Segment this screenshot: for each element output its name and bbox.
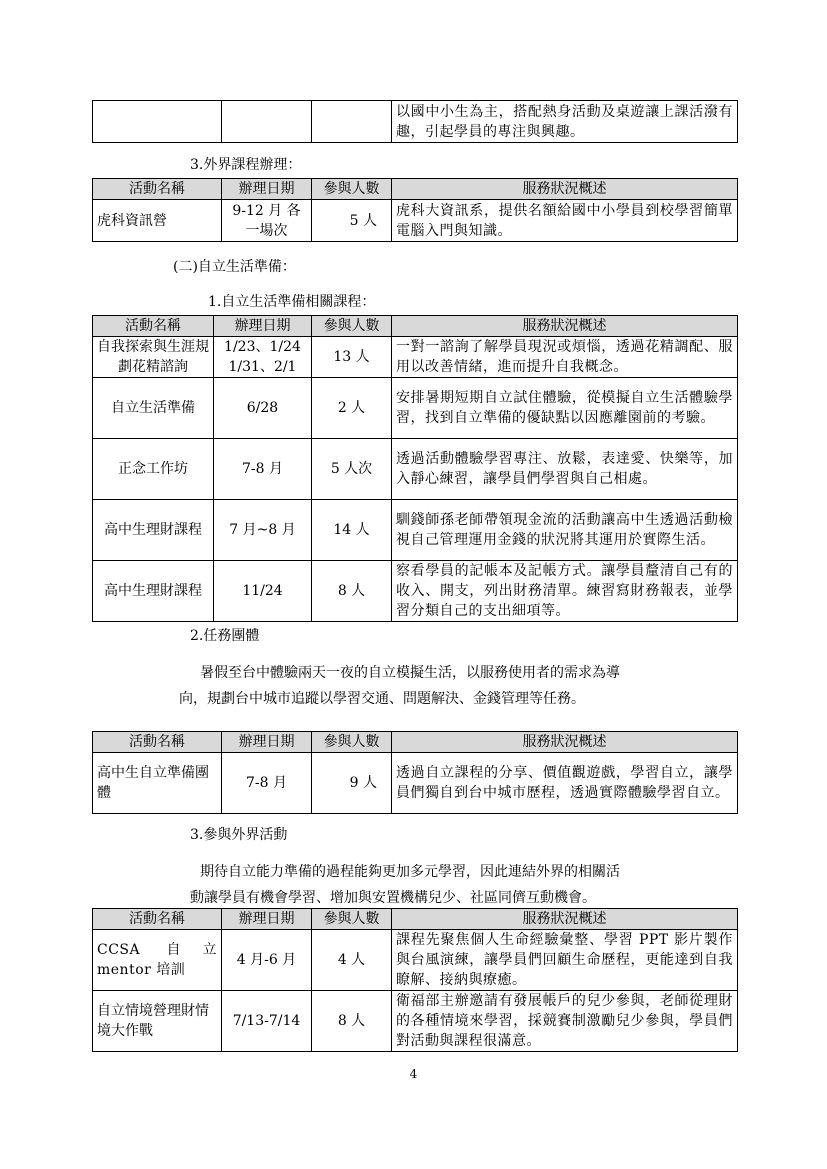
cell-date [222,101,312,143]
paragraph-sub-3-line-2: 動讓學員有機會學習、增加與安置機構兒少、社區同儕互動機會。 [190,890,596,906]
cell-date: 11/24 [214,561,312,622]
cell-name: 自我探索與生涯規劃花精諮詢 [93,337,214,378]
cell-desc: 以國中小生為主，搭配熱身活動及桌遊讓上課活潑有趣，引起學員的專注與興趣。 [392,101,738,143]
cell-desc: 馴錢師孫老師帶領現金流的活動讓高中生透過活動檢視自己管理運用金錢的狀況將其運用於實際生活。 [392,500,738,561]
header-count: 參與人數 [312,316,392,337]
header-name: 活動名稱 [93,179,222,200]
table-continued [92,100,738,143]
heading-sub-3: 3.參與外界活動 [190,827,288,843]
header-name: 活動名稱 [93,316,214,337]
heading-section-2: (二)自立生活準備： [173,259,296,275]
cell-desc: 虎科大資訊系，提供名額給國中小學員到校學習簡單電腦入門與知識。 [392,200,738,242]
table-row [93,930,738,991]
table-row [93,200,738,242]
cell-date: 4 月-6 月 [222,930,312,991]
cell-date: 7-8 月 [222,753,312,814]
cell-date: 1/23、1/24 1/31、2/1 [214,337,312,378]
table-header-row [93,732,738,753]
cell-desc: 衛福部主辦邀請有發展帳戶的兒少參與，老師從理財的各種情境來學習，採競賽制激勵兒少參與，學員們對活動與課程很滿意。 [392,991,738,1052]
table-row [93,101,738,143]
table-row [93,991,738,1052]
cell-count: 13 人 [312,337,392,378]
cell-desc: 一對一諮詢了解學員現況或煩惱，透過花精調配、服用以改善情緒，進而提升自我概念。 [392,337,738,378]
paragraph-sub-2-line-2: 向，規劃台中城市追蹤以學習交通、問題解決、金錢管理等任務。 [179,691,585,707]
cell-desc: 課程先聚焦個人生命經驗彙整、學習 PPT 影片製作與台風演練，讓學員們回顧生命歷程，更能達到自我瞭解、接納與療癒。 [392,930,738,991]
heading-sub-1: 1.自立生活準備相關課程： [208,294,376,310]
header-count: 參與人數 [312,179,392,200]
header-name: 活動名稱 [93,909,222,930]
header-date: 辦理日期 [222,909,312,930]
table-task-group [92,731,738,814]
cell-name: CCSA 自立 mentor 培訓 [93,930,222,991]
header-date: 辦理日期 [214,316,312,337]
heading-outer-course: 3.外界課程辦理： [190,157,302,173]
cell-desc: 透過活動體驗學習專注、放鬆，表達愛、快樂等，加入靜心練習，讓學員們學習與自己相處。 [392,439,738,500]
cell-count: 9 人 [312,753,392,814]
cell-date: 7-8 月 [214,439,312,500]
header-desc: 服務狀況概述 [392,179,738,200]
header-count: 參與人數 [312,909,392,930]
page-number: 4 [409,1067,418,1081]
cell-count: 8 人 [312,561,392,622]
cell-count: 8 人 [312,991,392,1052]
cell-date: 7/13-7/14 [222,991,312,1052]
cell-date: 9-12 月 各一場次 [222,200,312,242]
cell-count: 5 人次 [312,439,392,500]
table-outer-course [92,178,738,242]
header-date: 辦理日期 [222,732,312,753]
cell-desc: 安排暑期短期自立試住體驗，從模擬自立生活體驗學習，找到自立準備的優缺點以因應離園前的考驗。 [392,378,738,439]
cell-name: 高中生理財課程 [93,500,214,561]
cell-date: 7 月~8 月 [214,500,312,561]
header-desc: 服務狀況概述 [392,732,738,753]
header-desc: 服務狀況概述 [392,316,738,337]
cell-desc: 察看學員的記帳本及記帳方式。讓學員釐清自己有的收入、開支，列出財務清單。練習寫財務報表，並學習分類自己的支出細項等。 [392,561,738,622]
header-name: 活動名稱 [93,732,222,753]
table-header-row [93,909,738,930]
cell-name [93,101,222,143]
paragraph-sub-3-line-1: 期待自立能力準備的過程能夠更加多元學習，因此連結外界的相關活 [200,864,620,880]
table-header-row [93,316,738,337]
cell-count [312,101,392,143]
cell-name: 虎科資訊營 [93,200,222,242]
table-row [93,337,738,378]
cell-desc: 透過自立課程的分享、價值觀遊戲，學習自立，讓學員們獨自到台中城市歷程，透過實際體驗學習自立。 [392,753,738,814]
table-header-row [93,179,738,200]
cell-name: 高中生理財課程 [93,561,214,622]
paragraph-sub-2-line-1: 暑假至台中體驗兩天一夜的自立模擬生活，以服務使用者的需求為導 [200,665,620,681]
table-row [93,561,738,622]
table-row [93,378,738,439]
header-desc: 服務狀況概述 [392,909,738,930]
table-row [93,500,738,561]
cell-count: 4 人 [312,930,392,991]
table-external-activities [92,908,738,1052]
cell-count: 14 人 [312,500,392,561]
heading-sub-2: 2.任務團體 [190,628,260,644]
cell-name: 自立情境營理財情境大作戰 [93,991,222,1052]
table-row [93,753,738,814]
cell-count: 5 人 [312,200,392,242]
header-date: 辦理日期 [222,179,312,200]
cell-name: 自立生活準備 [93,378,214,439]
table-independent-living-courses [92,315,738,622]
cell-date: 6/28 [214,378,312,439]
table-row [93,439,738,500]
cell-name: 高中生自立準備團體 [93,753,222,814]
cell-count: 2 人 [312,378,392,439]
header-count: 參與人數 [312,732,392,753]
cell-name: 正念工作坊 [93,439,214,500]
